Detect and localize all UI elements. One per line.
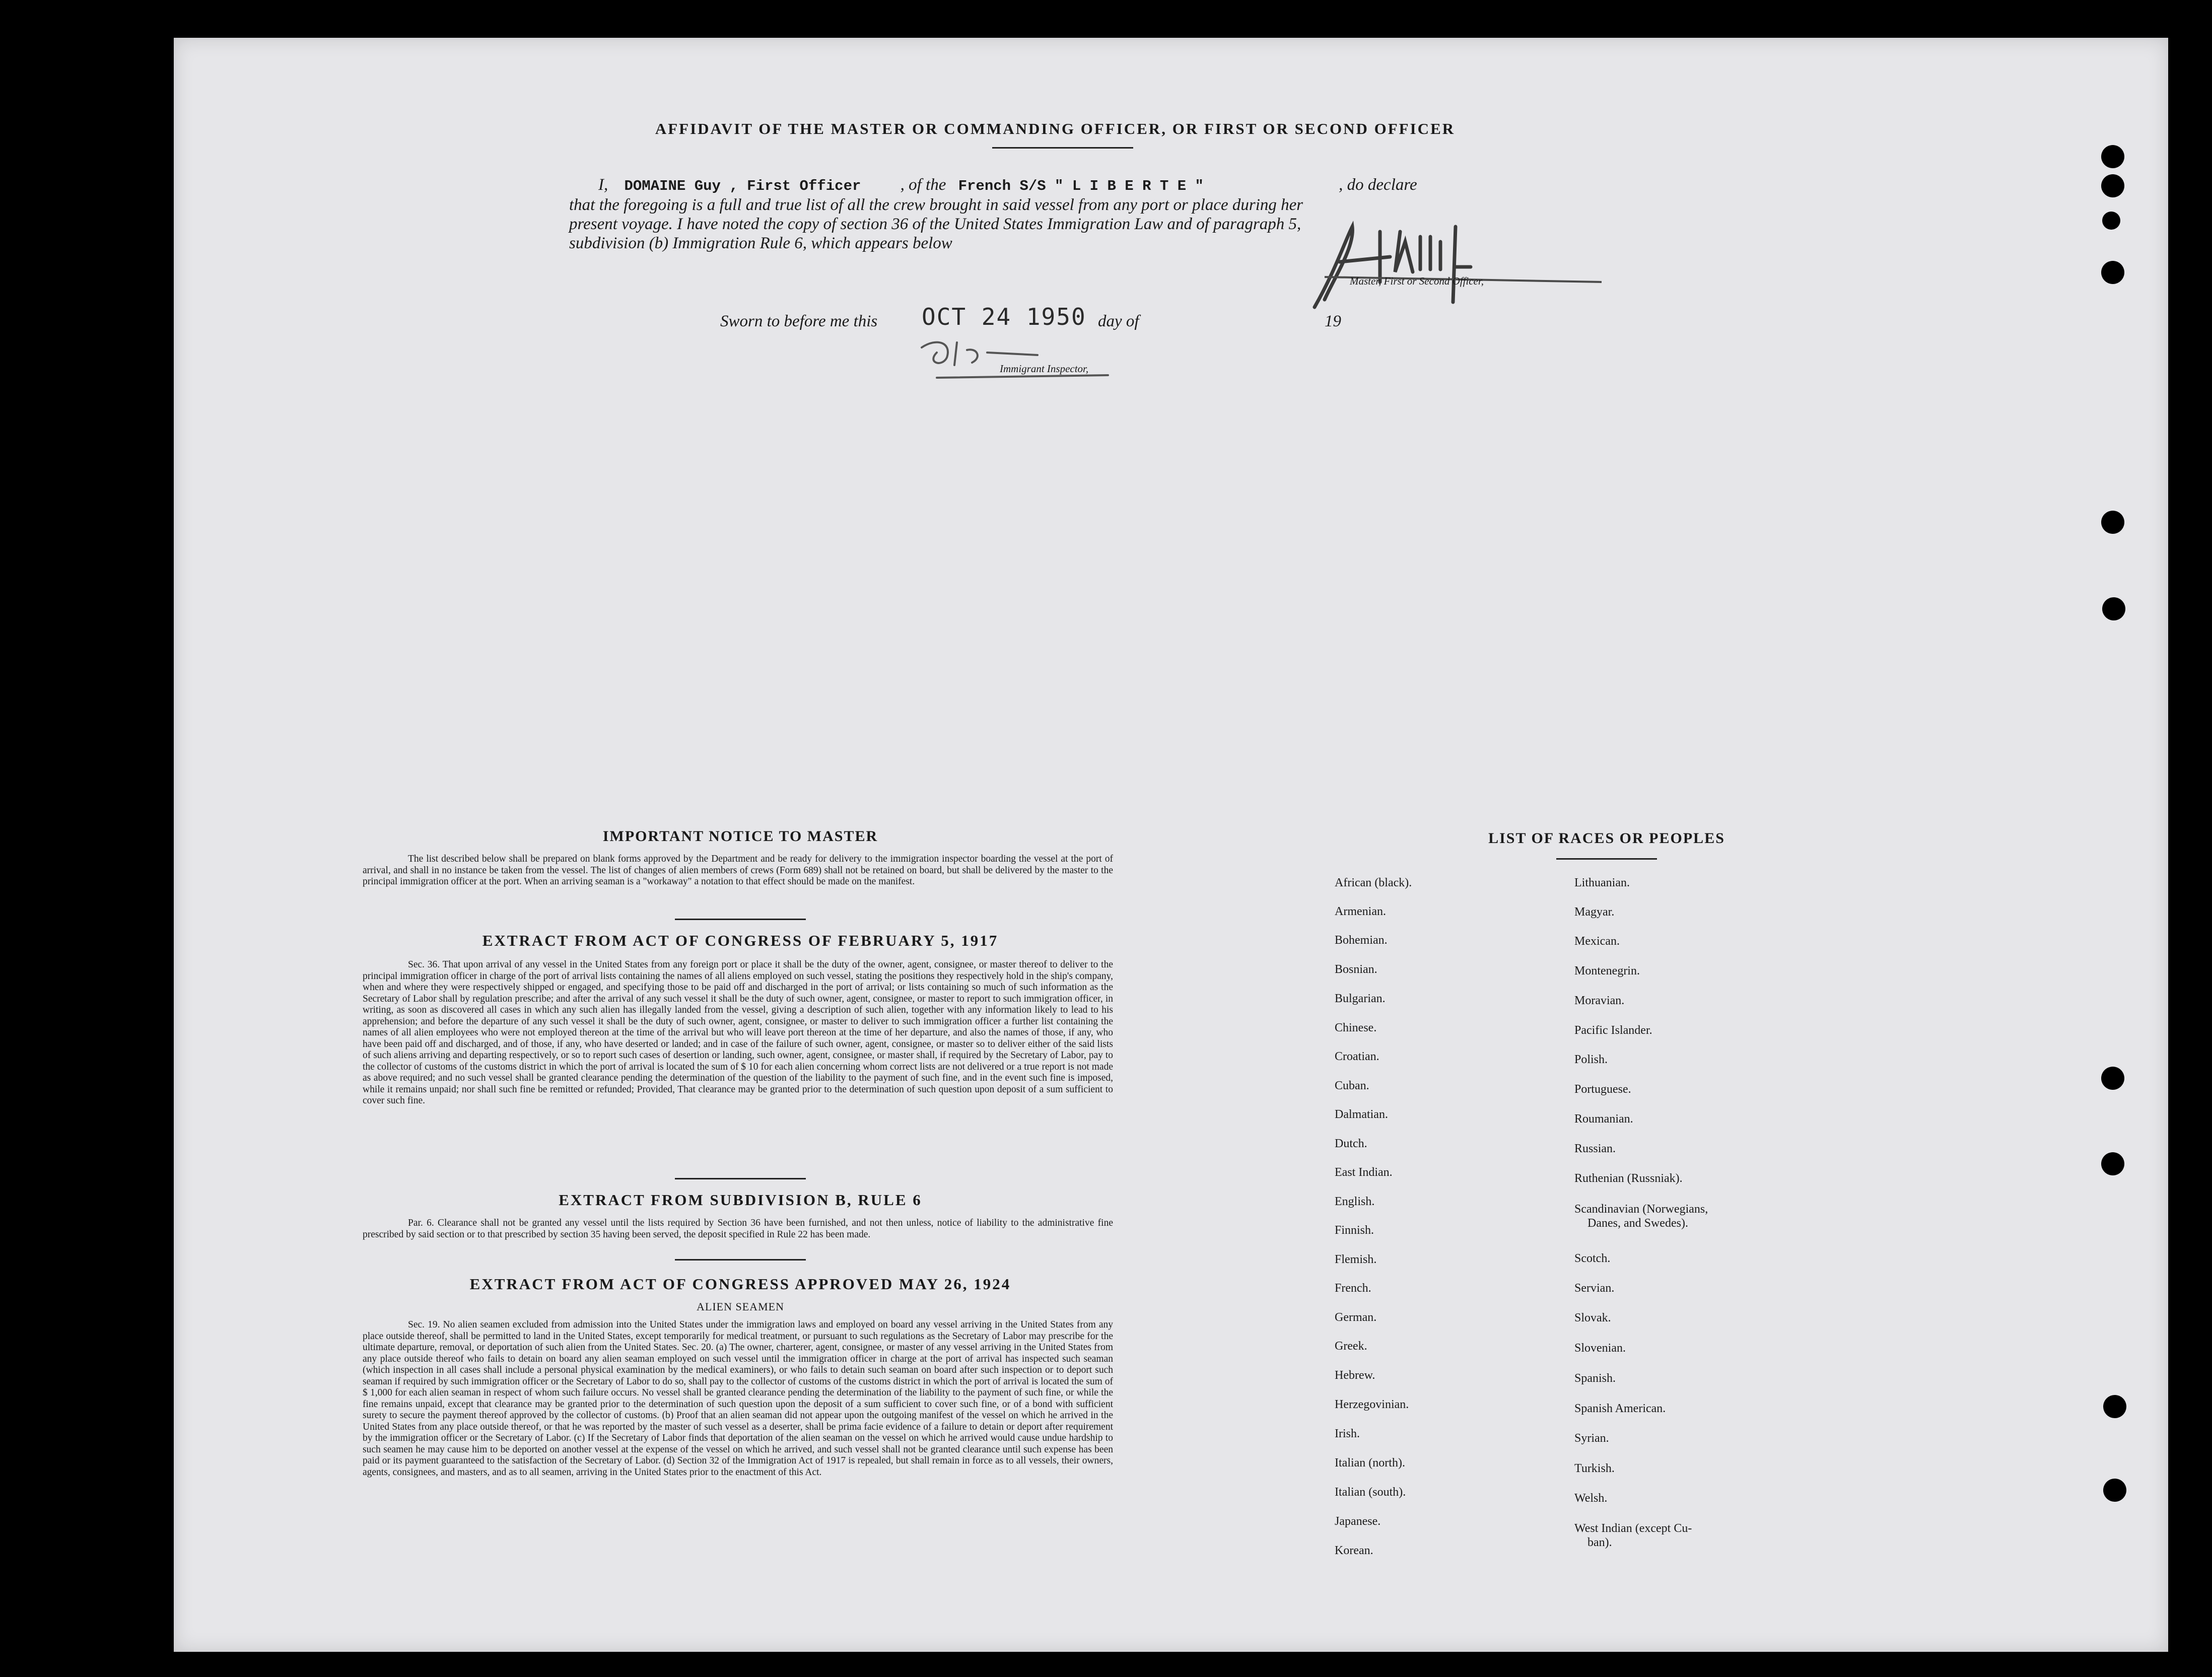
binder-hole xyxy=(2103,1395,2126,1418)
race-item: English. xyxy=(1335,1195,1375,1208)
officer-name: DOMAINE Guy , First Officer xyxy=(624,178,861,194)
race-item: Hebrew. xyxy=(1335,1369,1375,1382)
declaration-line-3: present voyage. I have noted the copy of section 36 of the United States Immigration Law and of paragraph 5, xyxy=(569,215,1301,233)
binder-hole xyxy=(2101,1067,2124,1090)
race-item: Armenian. xyxy=(1335,905,1386,918)
race-item: Chinese. xyxy=(1335,1021,1377,1034)
race-item: Korean. xyxy=(1335,1544,1373,1557)
race-item: Pacific Islander. xyxy=(1574,1024,1652,1037)
signature-caption: Master, First or Second Officer, xyxy=(1350,275,1484,287)
sworn-label: Sworn to before me this xyxy=(720,312,878,330)
extract-1924-text: Sec. 19. No alien seamen excluded from admission into the United States under the immigration laws and employed on board any vessel arriving in the United States from any place outside thereof, shall be permitted to land in the United States, except temporarily for medical treatment, or pursuant to such regulations as the Secretary of Labor may prescribe for the ultimate departure, removal, or deportation of such alien from the United States. Sec. 20. (a) The owner, charterer, agent, consignee, or master of any vessel arriving in the United States from any place outside thereof who fails to detain on board any alien seaman employed on such vessel until the immigration officer in charge at the port of arrival has inspected such seaman (which inspection in all cases shall include a personal physical examination by the medical examiners), or who fails to detain such seaman on board after such inspection or to deport such seaman if required by such immigration officer or the Secretary of Labor to do so, shall pay to the collector of customs of the customs district in which the port of arrival is located the sum of $ 1,000 for each alien seaman in respect of whom such failure occurs. No vessel shall be granted clearance pending the determination of the liability to the payment of such fine, or while the fine remains unpaid, except that clearance may be granted prior to the determination of such question upon the deposit of a sum sufficient to cover such fine, or of a bond with sufficient surety to secure the payment thereof approved by the collector of customs. (b) Proof that an alien seaman did not appear upon the outgoing manifest of the vessel on which he arrived in the United States from any place outside thereof, or that he was reported by the master of such vessel as a deserter, shall be prima facie evidence of a failure to detain or deport after requirement by the immigration officer or the Secretary of Labor. (c) If the Secretary of Labor finds that deportation of the alien seaman on the vessel on which he arrived would cause undue hardship to such seamen he may cause him to be deported on another vessel at the expense of the vessel on which he arrived, and such vessel shall not be granted clearance until such expense has been paid or its payment guaranteed to the satisfaction of the Secretary of Labor. (d) Section 32 of the Immigration Act of 1917 is repealed, but shall remain in force as to all vessels, their owners, agents, consignees, and masters, and as to all seamen, arriving in the United States prior to the enactment of this Act. xyxy=(363,1319,1113,1478)
races-rule xyxy=(1556,858,1657,860)
notice-title: IMPORTANT NOTICE TO MASTER xyxy=(602,828,878,845)
races-left-column xyxy=(1335,876,1546,1561)
race-item: Irish. xyxy=(1335,1427,1360,1440)
officer-signature xyxy=(1304,212,1607,317)
extract-1917-text: Sec. 36. That upon arrival of any vessel in the United States from any foreign port or place it shall be the duty of the owner, agent, consignee, or master thereof to deliver to the principal immigration officer in charge of the port of arrival lists containing the names of all aliens employed on such vessel, stating the positions they respectively hold in the ship's company, when and where they were respectively shipped or engaged, and specifying those to be paid off and discharged in the port of arrival; or lists containing so much of such information as the Secretary of Labor shall by regulation prescribe; and after the arrival of any such vessel it shall be the duty of such owner, agent, consignee, or master to report to such immigration officer, in writing, as soon as discovered all cases in which any such alien has illegally landed from the vessel, giving a description of such alien, together with any information likely to lead to his apprehension; and before the departure of any such vessel it shall be the duty of such owner, agent, consignee, or master to deliver to such immigration officer a further list containing the names of all alien employees who were not employed thereon at the time of the arrival but who will leave port thereon at the time of her departure, and also the names of those, if any, who have been paid off and discharged, and of those, if any, who have deserted or landed; and in case of the failure of such owner, agent, consignee, or master so to deliver either of the said lists of such aliens arriving and departing respectively, or so to report such cases of desertion or landing, such owner, agent, consignee, or master shall, if required by the Secretary of Labor, pay to the collector of customs of the customs district in which the port of arrival is located the sum of $ 10 for each alien concerning whom correct lists are not delivered or a true report is not made as above required; and no such vessel shall be granted clearance pending the determination of the question of the liability to the payment of such fine, and in the event such fine is imposed, while it remains unpaid; nor shall such fine be remitted or refunded; Provided, That clearance may be granted prior to the determination of such question upon deposit of a sum sufficient to cover such fine. xyxy=(363,959,1113,1106)
date-stamp: OCT 24 1950 xyxy=(922,303,1086,330)
binder-hole xyxy=(2102,597,2125,620)
race-item: Italian (north). xyxy=(1335,1456,1405,1470)
race-item: Mexican. xyxy=(1574,935,1620,948)
race-item: Finnish. xyxy=(1335,1224,1374,1237)
race-item: Portuguese. xyxy=(1574,1083,1631,1096)
declaration-line-1 xyxy=(569,174,1526,197)
race-item: French. xyxy=(1335,1282,1371,1295)
extract-rule6-text: Par. 6. Clearance shall not be granted any vessel until the lists required by Section 36 have been furnished, and not then unless, notice of liability to the administrative fine prescribed by said section or to that prescribed by section 35 having been served, the deposit specified in Rule 22 has been made. xyxy=(363,1218,1113,1240)
year-prefix: 19 xyxy=(1325,312,1341,330)
race-item: Polish. xyxy=(1574,1053,1608,1066)
race-item: Slovak. xyxy=(1574,1311,1611,1324)
extract-1917-title: EXTRACT FROM ACT OF CONGRESS OF FEBRUARY 5, 1917 xyxy=(482,932,999,949)
do-declare-label: , do declare xyxy=(1339,176,1417,194)
race-item: Bosnian. xyxy=(1335,963,1377,976)
extract-rule6-rule xyxy=(675,1259,806,1261)
race-item: Dalmatian. xyxy=(1335,1108,1388,1121)
race-item: ban). xyxy=(1587,1536,1612,1549)
race-item: Dutch. xyxy=(1335,1137,1367,1150)
race-item: Flemish. xyxy=(1335,1253,1377,1266)
race-item: Greek. xyxy=(1335,1340,1367,1353)
title-rule xyxy=(992,147,1133,149)
race-item: Scandinavian (Norwegians, xyxy=(1574,1203,1708,1216)
of-the-label: , of the xyxy=(900,176,946,194)
binder-hole xyxy=(2101,261,2124,284)
races-right-column xyxy=(1574,876,1836,1561)
race-item: Scotch. xyxy=(1574,1252,1611,1265)
binder-hole xyxy=(2101,145,2124,168)
binder-hole xyxy=(2101,1152,2124,1175)
day-of-label: day of xyxy=(1098,312,1139,330)
race-item: Japanese. xyxy=(1335,1515,1381,1528)
binder-hole xyxy=(2102,212,2120,230)
race-item: Montenegrin. xyxy=(1574,964,1640,977)
race-item: Danes, and Swedes). xyxy=(1587,1217,1688,1230)
inspector-signature xyxy=(907,327,1118,388)
race-item: African (black). xyxy=(1335,876,1412,889)
race-item: Italian (south). xyxy=(1335,1486,1406,1499)
race-item: Ruthenian (Russniak). xyxy=(1574,1172,1683,1185)
binder-hole xyxy=(2101,174,2124,197)
binder-hole xyxy=(2101,511,2124,534)
race-item: Bulgarian. xyxy=(1335,992,1386,1005)
declaration-line-2: that the foregoing is a full and true list of all the crew brought in said vessel from any port or place during her xyxy=(569,196,1303,214)
extract-1924-title: EXTRACT FROM ACT OF CONGRESS APPROVED MAY 26, 1924 xyxy=(469,1275,1011,1293)
inspector-caption: Immigrant Inspector, xyxy=(1000,363,1089,375)
vessel-name: French S/S " L I B E R T E " xyxy=(958,178,1204,194)
extract-1924-subtitle: ALIEN SEAMEN xyxy=(697,1300,784,1313)
extract-1917-rule xyxy=(675,1178,806,1179)
race-item: Spanish. xyxy=(1574,1372,1616,1385)
race-item: Welsh. xyxy=(1574,1492,1608,1505)
race-item: Cuban. xyxy=(1335,1079,1369,1092)
race-item: Servian. xyxy=(1574,1282,1615,1295)
extract-rule6-title: EXTRACT FROM SUBDIVISION B, RULE 6 xyxy=(559,1191,922,1209)
i-label: I, xyxy=(598,176,608,194)
notice-rule xyxy=(675,919,806,920)
race-item: Slovenian. xyxy=(1574,1342,1626,1355)
notice-text: The list described below shall be prepared on blank forms approved by the Department and be ready for delivery to the immigration inspector boarding the vessel at the port of arrival, and shall in no instance be taken from the vessel. The list of changes of alien members of crews (Form 689) shall not be retained on board, but shall be delivered by the master to the principal immigration officer at the port. When an arriving seaman is a "workaway" a notation to that effect should be made on the manifest. xyxy=(363,854,1113,887)
races-title: LIST OF RACES OR PEOPLES xyxy=(1488,830,1725,847)
race-item: German. xyxy=(1335,1311,1377,1324)
declaration-line-4: subdivision (b) Immigration Rule 6, which appears below xyxy=(569,234,952,252)
affidavit-title: AFFIDAVIT OF THE MASTER OR COMMANDING OFFICER, OR FIRST OR SECOND OFFICER xyxy=(655,120,1456,137)
race-item: Turkish. xyxy=(1574,1462,1615,1475)
race-item: Bohemian. xyxy=(1335,934,1388,947)
race-item: Russian. xyxy=(1574,1142,1616,1155)
race-item: Herzegovinian. xyxy=(1335,1398,1409,1411)
race-item: West Indian (except Cu- xyxy=(1574,1522,1692,1535)
race-item: Lithuanian. xyxy=(1574,876,1630,889)
binder-hole xyxy=(2103,1479,2126,1502)
race-item: Spanish American. xyxy=(1574,1402,1666,1415)
race-item: Syrian. xyxy=(1574,1432,1609,1445)
race-item: Croatian. xyxy=(1335,1050,1379,1063)
race-item: East Indian. xyxy=(1335,1166,1393,1179)
race-item: Roumanian. xyxy=(1574,1112,1633,1126)
race-item: Magyar. xyxy=(1574,905,1615,919)
race-item: Moravian. xyxy=(1574,994,1625,1007)
